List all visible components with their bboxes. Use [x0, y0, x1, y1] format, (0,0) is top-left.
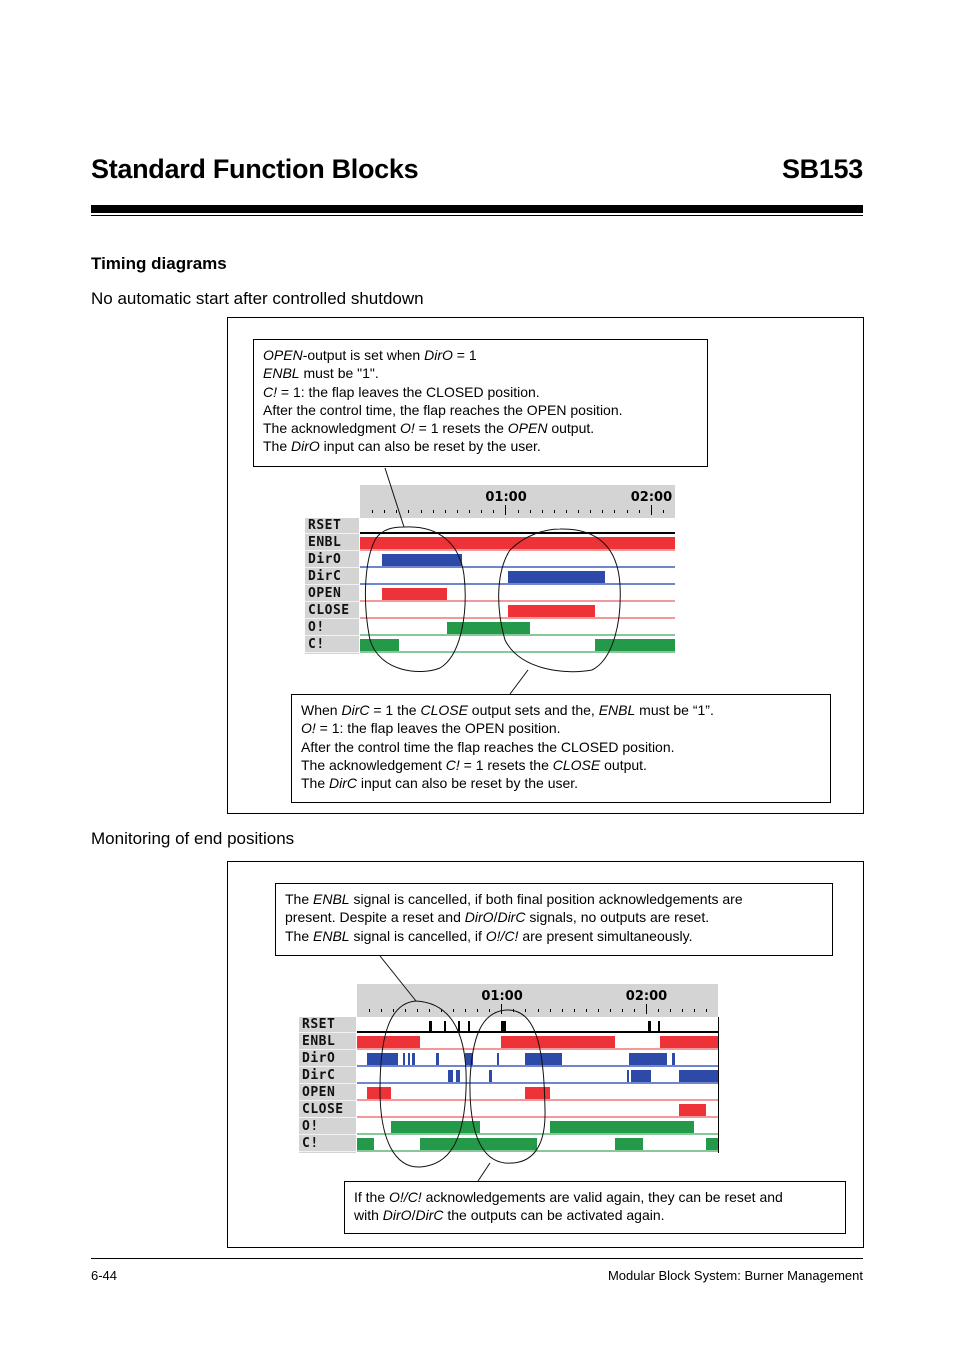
- axis-tick: [372, 510, 373, 513]
- axis-tick: [614, 510, 615, 513]
- signal-high-segment: [403, 1053, 405, 1065]
- signal-label-c-ack: C!: [305, 637, 359, 653]
- signal-high-segment: [382, 554, 462, 566]
- signal-high-segment: [658, 1021, 660, 1032]
- note-term: OPEN: [263, 347, 303, 363]
- signal-baseline: [360, 600, 675, 602]
- signal-high-segment: [627, 1070, 629, 1082]
- note-line: [301, 738, 830, 756]
- axis-tick: [586, 1009, 587, 1012]
- signal-baseline: [357, 1116, 718, 1118]
- time-axis: [357, 984, 718, 1017]
- signal-labels: [305, 518, 359, 654]
- section-heading: Timing diagrams: [91, 254, 227, 273]
- signal-baseline: [360, 549, 675, 551]
- note-text: are present simultaneously.: [518, 927, 693, 944]
- manual-title: Modular Block System: Burner Management: [607, 1268, 863, 1283]
- signal-high-segment: [501, 1036, 614, 1048]
- note-term: DirC: [341, 702, 370, 718]
- signal-high-segment: [448, 1070, 453, 1082]
- note-term: C!: [445, 756, 460, 773]
- diagram1-note-top: [253, 339, 708, 467]
- signal-baseline: [360, 566, 675, 568]
- signal-high-segment: [360, 537, 675, 549]
- note-text: output.: [600, 756, 647, 773]
- header-rule-thick: [91, 205, 863, 213]
- axis-tick: [396, 510, 397, 513]
- signal-label-enbl: ENBL: [299, 1034, 356, 1050]
- axis-tick: [469, 510, 470, 513]
- axis-tick: [369, 1009, 370, 1012]
- signal-high-segment: [447, 622, 529, 634]
- signal-high-segment: [489, 1070, 491, 1082]
- signal-high-segment: [436, 1053, 438, 1065]
- signal-baseline: [360, 532, 675, 534]
- signal-high-segment: [508, 605, 595, 617]
- axis-tick: [670, 1009, 671, 1012]
- note-text: The: [285, 927, 314, 944]
- axis-tick: [694, 1009, 695, 1012]
- signal-baseline: [357, 1048, 718, 1050]
- axis-tick: [381, 1009, 382, 1012]
- note-term: DirO: [424, 347, 453, 363]
- note-term: CLOSE: [420, 702, 468, 718]
- note-text: After the control time, the flap reaches the OPEN position.: [263, 401, 623, 418]
- note-text: signals, no outputs are reset.: [525, 909, 710, 926]
- signal-high-segment: [458, 1021, 460, 1032]
- note-text: = 1 resets the: [414, 420, 508, 437]
- axis-tick: [481, 510, 482, 513]
- note-text: acknowledgements are valid again, they can be reset and: [421, 1189, 783, 1205]
- signal-label-dirc: DirC: [305, 569, 359, 585]
- note-text: /: [411, 1207, 416, 1224]
- note-text: = 1 the: [369, 702, 421, 718]
- note-line: [263, 383, 707, 401]
- axis-tick: [493, 510, 494, 513]
- axis-tick: [453, 1009, 454, 1012]
- signal-label-diro: DirO: [299, 1051, 356, 1067]
- axis-tick: [441, 1009, 442, 1012]
- axis-tick: [421, 510, 422, 513]
- signal-labels: [299, 1017, 356, 1153]
- signal-label-close: CLOSE: [305, 603, 359, 619]
- note-text: = 1: the flap leaves the OPEN position.: [315, 720, 561, 737]
- signal-high-segment: [465, 1053, 472, 1065]
- signal-high-segment: [525, 1087, 549, 1099]
- note-line: [285, 890, 832, 908]
- page-title: Standard Function Blocks: [91, 154, 419, 184]
- note-text: The: [301, 775, 330, 792]
- axis-tick: [566, 510, 567, 513]
- axis-tick: [408, 510, 409, 513]
- signal-high-segment: [679, 1070, 718, 1082]
- signal-baseline: [360, 617, 675, 619]
- signal-high-segment: [595, 639, 675, 651]
- note-text: input can also be reset by the user.: [319, 438, 541, 455]
- signal-high-segment: [391, 1121, 480, 1133]
- note-text: output.: [547, 420, 595, 437]
- note-text: input can also be reset by the user.: [357, 775, 579, 792]
- header-rule-thin: [91, 215, 863, 216]
- note-text: The acknowledgement: [301, 756, 446, 773]
- signal-label-rset: RSET: [305, 518, 359, 534]
- note-term: O!: [301, 720, 316, 737]
- signal-high-segment: [429, 1021, 431, 1032]
- note-text: must be "1".: [299, 365, 379, 382]
- signal-high-segment: [631, 1070, 650, 1082]
- signal-high-segment: [648, 1021, 650, 1032]
- axis-tick: [562, 1009, 563, 1012]
- signal-high-segment: [672, 1053, 674, 1065]
- signal-label-open: OPEN: [305, 586, 359, 602]
- note-text: = 1: [452, 347, 477, 363]
- signal-baseline: [360, 583, 675, 585]
- axis-tick: [513, 1009, 514, 1012]
- signal-label-diro: DirO: [305, 552, 359, 568]
- signal-baseline: [360, 634, 675, 636]
- signal-high-segment: [550, 1121, 694, 1133]
- diagram1-note-bottom: [291, 694, 831, 803]
- axis-tick: [538, 1009, 539, 1012]
- axis-tick: [622, 1009, 623, 1012]
- block-id: SB153: [781, 154, 863, 184]
- axis-tick: [554, 510, 555, 513]
- signal-baseline: [357, 1150, 718, 1152]
- axis-tick: [651, 505, 652, 515]
- time-label: 01:00: [485, 490, 527, 505]
- signal-high-segment: [367, 1087, 391, 1099]
- axis-tick: [646, 1004, 647, 1014]
- signal-high-segment: [660, 1036, 718, 1048]
- signal-plot: [357, 1017, 719, 1153]
- note-term: O!/C!: [389, 1189, 422, 1205]
- diagram2-note-bottom: [344, 1181, 846, 1234]
- note-line: [285, 927, 832, 945]
- note-line: [354, 1188, 845, 1206]
- note-text: must be “1”.: [635, 702, 714, 718]
- note-text: If the: [354, 1189, 390, 1205]
- time-label: 02:00: [625, 989, 668, 1004]
- signal-baseline: [357, 1031, 718, 1033]
- signal-high-segment: [615, 1138, 644, 1150]
- axis-tick: [590, 510, 591, 513]
- signal-label-c-ack: C!: [299, 1136, 356, 1152]
- note-term: C!: [263, 383, 277, 400]
- signal-label-rset: RSET: [299, 1017, 356, 1033]
- axis-tick: [433, 510, 434, 513]
- note-text: signal is cancelled, if: [349, 927, 486, 944]
- page-number: 6-44: [91, 1268, 118, 1283]
- signal-baseline: [357, 1082, 718, 1084]
- axis-tick: [663, 510, 664, 513]
- note-text: signal is cancelled, if both final position acknowledgements are: [349, 891, 743, 907]
- note-text: The: [263, 438, 292, 455]
- signal-baseline: [360, 651, 675, 653]
- axis-tick: [550, 1009, 551, 1012]
- signal-high-segment: [468, 1021, 470, 1032]
- axis-tick: [405, 1009, 406, 1012]
- time-label: 01:00: [481, 989, 523, 1004]
- signal-high-segment: [360, 639, 399, 651]
- signal-label-close: CLOSE: [299, 1102, 356, 1118]
- signal-high-segment: [525, 1053, 561, 1065]
- axis-tick: [505, 505, 506, 515]
- note-line: [263, 346, 707, 364]
- axis-tick: [627, 510, 628, 513]
- signal-high-segment: [412, 1053, 414, 1065]
- note-text: present. Despite a reset and: [285, 909, 465, 926]
- note-term: OPEN: [507, 420, 548, 437]
- diagram2-note-top: [275, 883, 833, 956]
- note-line: [263, 437, 707, 455]
- note-line: [354, 1206, 845, 1224]
- diagram1-caption: No automatic start after controlled shutdown: [91, 289, 424, 308]
- signal-label-o-ack: O!: [299, 1119, 356, 1135]
- diagram2-caption: Monitoring of end positions: [91, 829, 295, 848]
- note-term: ENBL: [313, 927, 350, 944]
- axis-tick: [429, 1009, 430, 1012]
- axis-tick: [610, 1009, 611, 1012]
- note-text: the outputs can be activated again.: [443, 1207, 665, 1224]
- note-term: ENBL: [263, 365, 300, 382]
- note-text: After the control time the flap reaches the CLOSED position.: [301, 738, 675, 755]
- note-term: DirO: [382, 1207, 412, 1224]
- signal-high-segment: [357, 1036, 420, 1048]
- signal-high-segment: [629, 1053, 668, 1065]
- note-term: DirC: [415, 1207, 444, 1224]
- axis-tick: [639, 510, 640, 513]
- axis-tick: [658, 1009, 659, 1012]
- axis-tick: [393, 1009, 394, 1012]
- note-text: The: [285, 891, 314, 907]
- note-text: /: [493, 909, 498, 926]
- note-term: ENBL: [313, 891, 350, 907]
- signal-high-segment: [497, 1053, 499, 1065]
- note-line: [263, 364, 707, 382]
- signal-label-open: OPEN: [299, 1085, 356, 1101]
- axis-tick: [384, 510, 385, 513]
- note-line: [263, 401, 707, 419]
- signal-label-enbl: ENBL: [305, 535, 359, 551]
- note-text: = 1: the flap leaves the CLOSED position.: [277, 383, 540, 400]
- axis-tick: [602, 510, 603, 513]
- signal-high-segment: [357, 1138, 374, 1150]
- axis-tick: [525, 1009, 526, 1012]
- note-term: DirC: [497, 909, 526, 926]
- signal-baseline: [357, 1065, 718, 1067]
- note-text: output sets and the,: [467, 702, 599, 718]
- signal-high-segment: [420, 1138, 538, 1150]
- signal-label-dirc: DirC: [299, 1068, 356, 1084]
- signal-high-segment: [444, 1021, 446, 1032]
- note-term: DirO: [464, 909, 494, 926]
- axis-tick: [457, 510, 458, 513]
- axis-tick: [598, 1009, 599, 1012]
- signal-high-segment: [679, 1104, 705, 1116]
- note-term: CLOSE: [552, 756, 601, 773]
- note-text: -output is set when: [302, 347, 425, 363]
- signal-high-segment: [408, 1053, 410, 1065]
- note-term: ENBL: [598, 702, 636, 718]
- signal-plot: [360, 518, 675, 654]
- axis-tick: [518, 510, 519, 513]
- axis-tick: [477, 1009, 478, 1012]
- note-term: O!/C!: [485, 927, 519, 944]
- signal-high-segment: [501, 1021, 506, 1032]
- time-label: 02:00: [630, 490, 673, 505]
- axis-tick: [634, 1009, 635, 1012]
- signal-high-segment: [508, 571, 605, 583]
- note-line: [301, 774, 830, 792]
- axis-tick: [530, 510, 531, 513]
- note-line: [263, 419, 707, 437]
- signal-high-segment: [706, 1138, 718, 1150]
- note-term: DirC: [329, 775, 358, 792]
- axis-tick: [417, 1009, 418, 1012]
- note-line: [301, 701, 830, 719]
- axis-tick: [578, 510, 579, 513]
- note-text: = 1 resets the: [459, 756, 553, 773]
- axis-tick: [445, 510, 446, 513]
- axis-tick: [706, 1009, 707, 1012]
- signal-baseline: [357, 1133, 718, 1135]
- note-line: [285, 908, 832, 926]
- signal-high-segment: [382, 588, 447, 600]
- axis-tick: [682, 1009, 683, 1012]
- note-line: [301, 756, 830, 774]
- axis-tick: [465, 1009, 466, 1012]
- axis-tick: [501, 1004, 502, 1014]
- footer-rule: [91, 1258, 863, 1259]
- signal-high-segment: [367, 1053, 398, 1065]
- axis-tick: [574, 1009, 575, 1012]
- signal-baseline: [357, 1099, 718, 1101]
- signal-label-o-ack: O!: [305, 620, 359, 636]
- note-text: The acknowledgment: [263, 420, 400, 437]
- time-axis: [360, 485, 675, 518]
- note-term: O!: [399, 420, 415, 437]
- axis-tick: [489, 1009, 490, 1012]
- axis-tick: [542, 510, 543, 513]
- note-term: DirO: [291, 438, 320, 455]
- note-text: When: [301, 702, 342, 718]
- note-line: [301, 719, 830, 737]
- signal-high-segment: [456, 1070, 461, 1082]
- note-text: with: [354, 1207, 383, 1224]
